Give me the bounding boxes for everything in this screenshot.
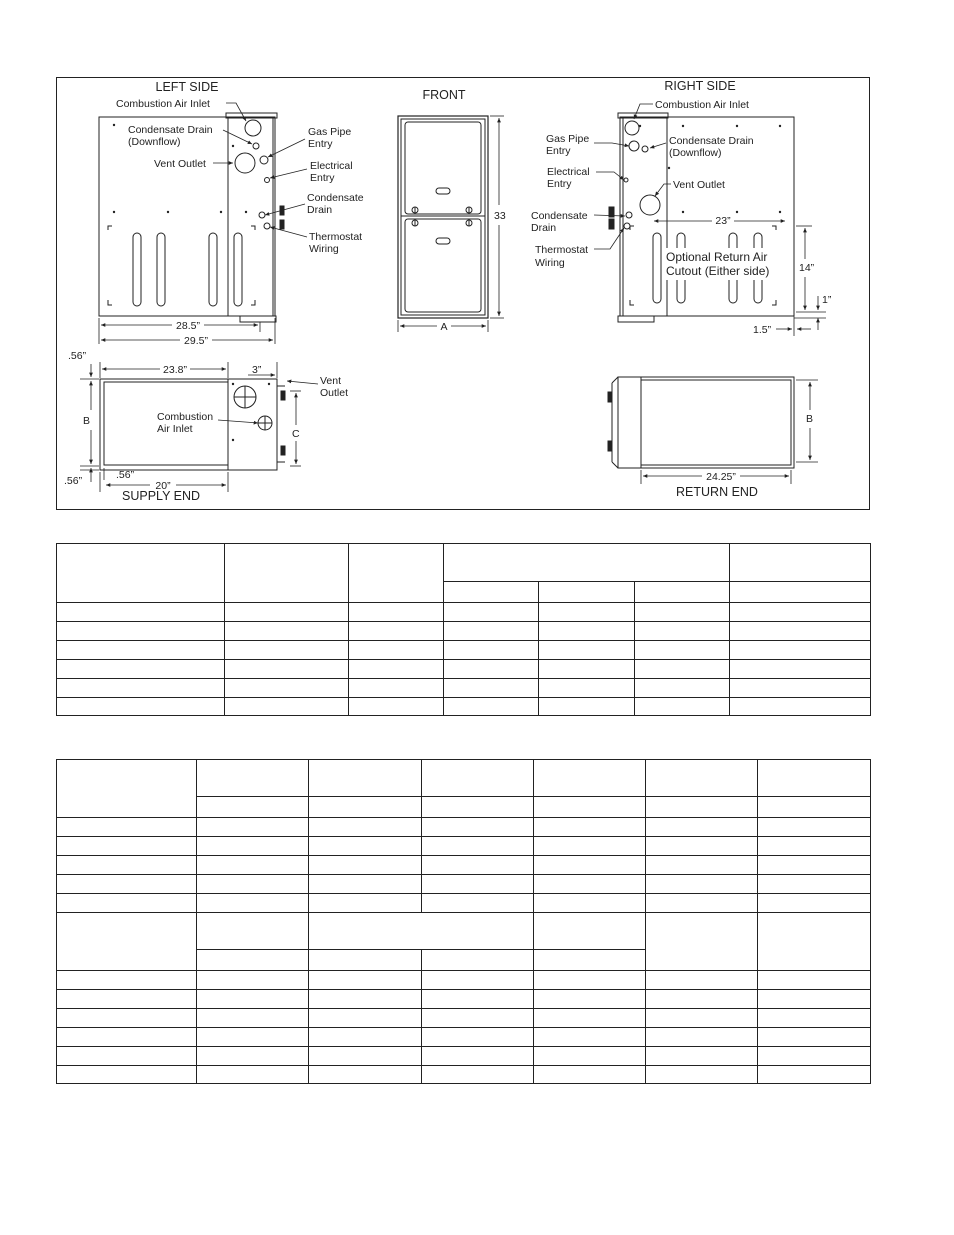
table-row: [57, 641, 871, 660]
dimension-1-5: 1.5”: [753, 324, 772, 336]
dimension-b-left: B: [83, 415, 91, 427]
optional-return-label-2: Cutout (Either side): [666, 264, 770, 278]
table-row: [57, 990, 871, 1009]
gas-pipe-label-right: Gas Pipe: [546, 133, 590, 145]
vent-outlet-right: [640, 195, 660, 215]
table-row: [57, 913, 871, 950]
supply-end-title: SUPPLY END: [122, 489, 201, 503]
condensate-label-right: Condensate: [531, 210, 588, 222]
vent-label-supply: Vent: [320, 375, 342, 387]
condensate-label-left: Condensate: [307, 192, 364, 204]
electrical-entry-label-left: Entry: [310, 172, 335, 184]
air-inlet-label-supply: Air Inlet: [157, 423, 193, 435]
gas-pipe-entry-label-right: Entry: [546, 145, 571, 157]
table-row: [57, 875, 871, 894]
dimension-28-5: 28.5”: [176, 320, 200, 332]
left-side-view: [99, 113, 284, 322]
table-row: [57, 818, 871, 837]
table-row: [57, 544, 871, 582]
outlet-label-supply: Outlet: [320, 387, 349, 399]
right-side-title: RIGHT SIDE: [664, 79, 736, 93]
wiring-label-right: Wiring: [535, 257, 565, 269]
dimension-14: 14”: [799, 262, 815, 274]
thermostat-label-right: Thermostat: [535, 244, 589, 256]
front-title: FRONT: [422, 88, 466, 102]
right-side-leaders: [594, 104, 671, 249]
gas-pipe-label-left: Gas Pipe: [308, 126, 352, 138]
vent-outlet-left: [235, 153, 255, 173]
specifications-table: [56, 759, 871, 1084]
gas-pipe-entry-label-left: Entry: [308, 138, 333, 150]
combustion-label-supply: Combustion: [157, 411, 214, 423]
dimension-a: A: [440, 321, 448, 333]
optional-return-label-1: Optional Return Air: [666, 250, 768, 264]
wiring-label-left: Wiring: [309, 243, 339, 255]
dimension-3: 3”: [252, 364, 262, 376]
combustion-air-inlet-label-left: Combustion Air Inlet: [116, 98, 210, 110]
condensate-drain-label-left-2: Drain: [307, 204, 333, 216]
table-row: [57, 679, 871, 698]
table-row: [57, 1047, 871, 1066]
dimension-056-right: .56”: [116, 469, 135, 481]
dimension-056-top: .56”: [68, 350, 87, 362]
vent-outlet-label-right: Vent Outlet: [673, 179, 725, 191]
combustion-air-inlet-right: [625, 121, 639, 135]
dimension-1: 1”: [822, 294, 832, 306]
table-row: [57, 622, 871, 641]
downflow-label-left: (Downflow): [128, 136, 181, 148]
table-row: [57, 856, 871, 875]
table-row: [57, 698, 871, 716]
table-row: [57, 1028, 871, 1047]
electrical-entry-label-right: Entry: [547, 178, 572, 190]
condensate-drain-label-right: Condensate Drain: [669, 135, 754, 147]
combustion-air-inlet-label-right: Combustion Air Inlet: [655, 99, 749, 111]
vent-outlet-label-left: Vent Outlet: [154, 158, 206, 170]
dimensions-table: [56, 543, 871, 716]
table-row: [57, 837, 871, 856]
return-end-title: RETURN END: [676, 485, 758, 499]
table-row: [57, 971, 871, 990]
table-row: [57, 1009, 871, 1028]
dimension-24-25: 24.25”: [706, 471, 736, 483]
dimension-b-right: B: [806, 413, 814, 425]
dimension-23: 23”: [715, 215, 731, 227]
table-row: [57, 894, 871, 913]
thermostat-label-left: Thermostat: [309, 231, 363, 243]
dimension-33: 33: [494, 210, 506, 222]
return-end-view: [608, 377, 794, 468]
front-view: [398, 116, 488, 318]
dimension-29-5: 29.5”: [184, 335, 208, 347]
condensate-drain-label-left: Condensate Drain: [128, 124, 213, 136]
table-row: [57, 760, 871, 797]
dimension-c: C: [292, 428, 300, 440]
downflow-label-right: (Downflow): [669, 147, 722, 159]
electrical-label-right: Electrical: [547, 166, 590, 178]
condensate-drain-label-right-2: Drain: [531, 222, 557, 234]
electrical-label-left: Electrical: [310, 160, 353, 172]
dimension-20: 20”: [155, 480, 171, 492]
table-row: [57, 603, 871, 622]
dimension-056-bottom: .56”: [64, 475, 83, 487]
table-row: [57, 1066, 871, 1084]
combustion-air-inlet-left: [245, 120, 261, 136]
table-row: [57, 660, 871, 679]
dimension-23-8: 23.8”: [163, 364, 187, 376]
left-side-title: LEFT SIDE: [155, 80, 219, 94]
